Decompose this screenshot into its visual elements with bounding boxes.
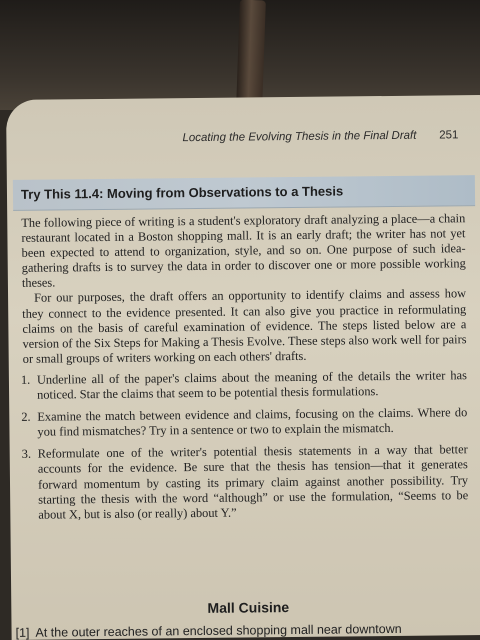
page-number: 251 [439,129,459,142]
step-number: 2. [21,409,31,424]
paragraph-1: The following piece of writing is a student's exploratory draft analyzing a place—a chain restaurant located in a Boston shopping mall. It is an early draft; the writer has not yet been expected to attend to organization, style, and so on. One purpose of such idea-gathering drafts is to survey the data in order to discover one or more possible working theses. [21,211,466,291]
paragraph-marker: [1] [15,625,30,640]
section-title: Try This 11.4: Moving from Observations to a Thesis [20,183,344,202]
essay-first-line-text: At the outer reaches of an enclosed shopping mall near downtown [35,621,402,640]
step-number: 3. [21,447,32,462]
step-item [23,405,467,440]
step-text: Underline all of the paper's claims about the meaning of the details the writer has noticed. Star the claims that seem to be potential thesis formulations. [36,368,467,402]
essay-first-line [16,622,402,640]
running-title: Locating the Evolving Thesis in the Final Draft [182,129,417,145]
pen-object [236,0,266,108]
step-item [20,368,467,403]
body-text [21,211,468,529]
step-text: Reformulate one of the writer's potential thesis statements in a way that better accounts for the evidence. Be sure that the thesis has tension—that it generates forward momentum by casting its primary claim against another possibility. Try starting the thesis with the word “although” or use the formulation, “Seems to be about X, but is also (or really) about Y.” [37,442,469,522]
book-page [6,95,480,640]
running-header [6,129,468,152]
steps-list [20,368,469,522]
step-number: 1. [20,372,31,387]
step-text: Examine the match between evidence and claims, focusing on the claims. Where do you find mismatches? Try in a sentence or two to explain the mismatch. [37,405,468,439]
essay-title: Mall Cuisine [207,599,290,616]
paragraph-2: For our purposes, the draft offers an opportunity to identify claims and assess how they connect to the evidence presented. It can also give you practice in reformulating claims on the basis of careful examination of evidence. The steps listed below are a version of the Six Steps for Making a Thesis Evolve. These steps also work well for pairs or small groups of writers working on each others' drafts. [22,286,467,366]
step-item [21,442,469,522]
section-title-bar [13,175,475,211]
